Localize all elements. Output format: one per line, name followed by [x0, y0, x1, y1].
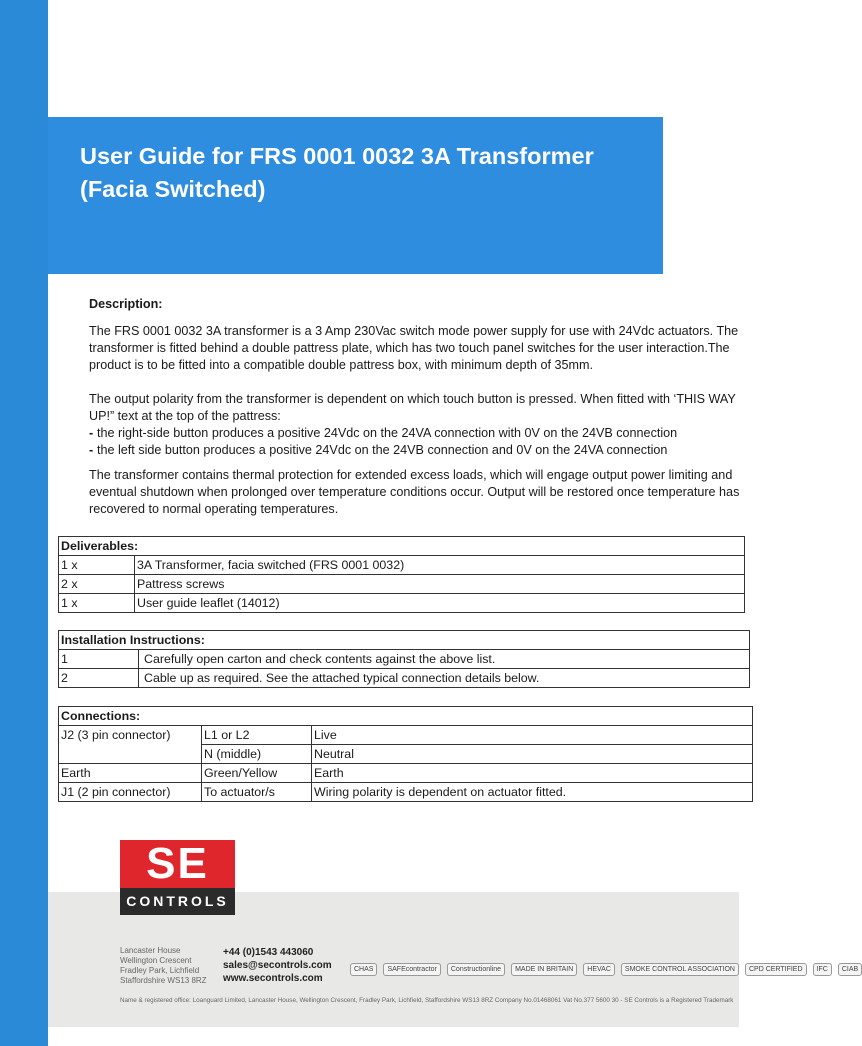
safecontractor-badge-icon: SAFEcontractor: [383, 963, 440, 976]
connector-cell: [59, 745, 202, 764]
phone-number: +44 (0)1543 443060: [223, 947, 314, 958]
bullet-item: - the left side button produces a positive 24Vdc on the 24VB connection and 0V on the 24VA connection: [89, 443, 668, 457]
table-row: [59, 783, 753, 802]
connections-table: [58, 706, 753, 802]
item-cell: User guide leaflet (14012): [135, 594, 745, 613]
bullet-item: - the right-side button produces a positive 24Vdc on the 24VA connection with 0V on the 24VB connection: [89, 426, 678, 440]
deliverables-table: [58, 536, 745, 613]
address-line: Lancaster House: [120, 946, 181, 955]
terminal-cell: Green/Yellow: [202, 764, 312, 783]
description-para-3: The transformer contains thermal protection for extended excess loads, which will engage output power limiting and eventual shutdown when prolonged over temperature conditions occur. Output will be restored once temperature has recovered to normal operating temperatures.: [89, 468, 740, 516]
description-heading: Description:: [89, 297, 163, 311]
terminal-cell: To actuator/s: [202, 783, 312, 802]
description-para-2: The output polarity from the transformer is dependent on which touch button is pressed. When fitted with ‘THIS WAY UP!” text at the top of the pattress:: [89, 392, 736, 423]
description-para-1: The FRS 0001 0032 3A transformer is a 3 Amp 230Vac switch mode power supply for use with 24Vdc actuators. The transformer is fitted behind a double pattress plate, which has two touch panel switches for the user interaction.The product is to be fitted into a compatible double pattress box, with minimum depth of 35mm.: [89, 324, 739, 372]
function-cell: Live: [312, 726, 753, 745]
title-line-1: User Guide for FRS 0001 0032 3A Transformer: [80, 143, 594, 169]
step-cell: 1: [59, 650, 139, 669]
side-stripe: [0, 0, 48, 1046]
function-cell: Neutral: [312, 745, 753, 764]
function-cell: Earth: [312, 764, 753, 783]
item-cell: 3A Transformer, facia switched (FRS 0001 0032): [135, 556, 745, 575]
constructionline-badge-icon: Constructionline: [447, 963, 505, 976]
installation-heading: Installation Instructions:: [59, 631, 750, 650]
bullet-text-1: the right-side button produces a positive 24Vdc on the 24VA connection with 0V on the 24VB connection: [97, 426, 678, 440]
chas-badge-icon: CHAS: [350, 963, 377, 976]
step-text-cell: Carefully open carton and check contents against the above list.: [139, 650, 750, 669]
installation-table: [58, 630, 750, 688]
qty-cell: 1 x: [59, 556, 135, 575]
address-line: Staffordshire WS13 8RZ: [120, 976, 207, 985]
ciab-badge-icon: CIAB: [838, 963, 862, 976]
website: www.secontrols.com: [223, 973, 323, 984]
step-text-cell: Cable up as required. See the attached typical connection details below.: [139, 669, 750, 688]
hevac-badge-icon: HEVAC: [583, 963, 615, 976]
table-row: [59, 575, 745, 594]
ifc-badge-icon: IFC: [813, 963, 832, 976]
title-line-2: (Facia Switched): [80, 176, 266, 202]
smoke-control-badge-icon: SMOKE CONTROL ASSOCIATION: [621, 963, 739, 976]
address-line: Wellington Crescent: [120, 956, 192, 965]
email-address: sales@secontrols.com: [223, 960, 332, 971]
company-address: [120, 946, 207, 986]
table-row: [59, 764, 753, 783]
qty-cell: 1 x: [59, 594, 135, 613]
controls-logo: CONTROLS: [120, 888, 235, 915]
cpd-badge-icon: CPD CERTIFIED: [745, 963, 807, 976]
step-cell: 2: [59, 669, 139, 688]
connector-cell: Earth: [59, 764, 202, 783]
connections-heading: Connections:: [59, 707, 753, 726]
se-logo: SE: [120, 840, 235, 888]
table-row: [59, 669, 750, 688]
qty-cell: 2 x: [59, 575, 135, 594]
table-row: [59, 556, 745, 575]
terminal-cell: L1 or L2: [202, 726, 312, 745]
deliverables-heading: Deliverables:: [59, 537, 745, 556]
bullet-text-2: the left side button produces a positive 24Vdc on the 24VB connection and 0V on the 24VA connection: [97, 443, 668, 457]
accreditation-badges: [350, 954, 859, 984]
connector-cell: J1 (2 pin connector): [59, 783, 202, 802]
table-row: [59, 594, 745, 613]
terminal-cell: N (middle): [202, 745, 312, 764]
contact-details: [223, 946, 332, 985]
table-row: [59, 726, 753, 745]
address-line: Fradley Park, Lichfield: [120, 966, 200, 975]
made-in-britain-badge-icon: MADE IN BRITAIN: [511, 963, 577, 976]
description-section: [89, 296, 754, 518]
function-cell: Wiring polarity is dependent on actuator fitted.: [312, 783, 753, 802]
page-title: [80, 140, 650, 206]
table-row: [59, 745, 753, 764]
legal-notice: Name & registered office: Loanguard Limited, Lancaster House, Wellington Crescent, Fradley Park, Lichfield, Staffordshire WS13 8RZ Company No.01468061 Vat No.377 5600 30 - SE Controls is a Registered Trademark: [120, 997, 734, 1004]
item-cell: Pattress screws: [135, 575, 745, 594]
connector-cell: J2 (3 pin connector): [59, 726, 202, 745]
table-row: [59, 650, 750, 669]
